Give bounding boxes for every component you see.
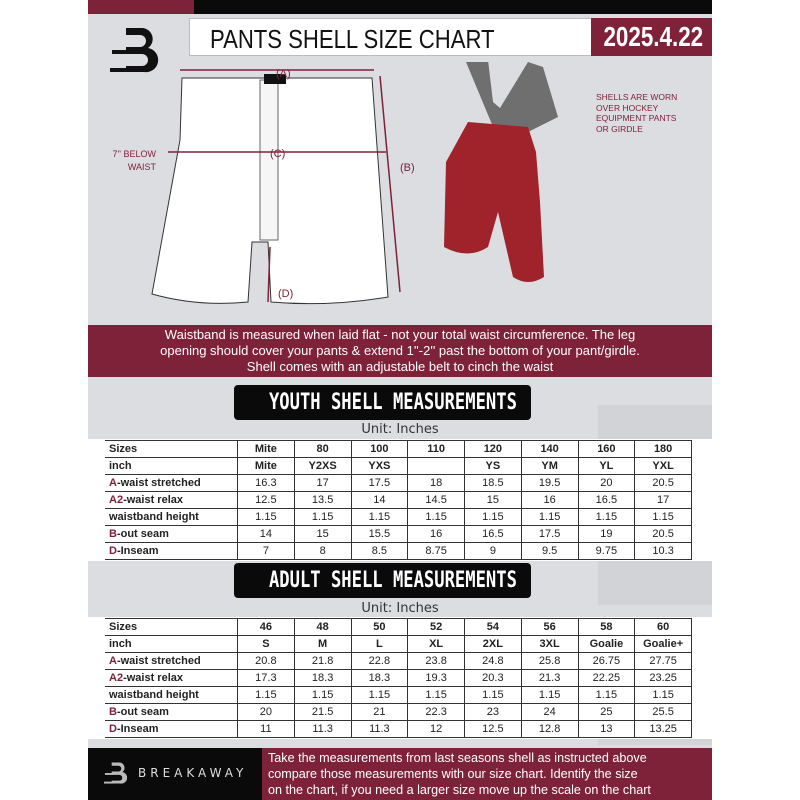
table-cell: 1.15 bbox=[238, 509, 295, 526]
table-cell: Y2XS bbox=[294, 458, 351, 475]
table-cell: 26.75 bbox=[578, 653, 635, 670]
measure-name: -Inseam bbox=[116, 722, 159, 735]
table-cell: 56 bbox=[521, 619, 578, 636]
table-cell: YM bbox=[521, 458, 578, 475]
table-cell: 100 bbox=[351, 441, 408, 458]
table-cell: 21.8 bbox=[294, 653, 351, 670]
measure-name: -waist stretched bbox=[116, 654, 201, 667]
youth-size-table bbox=[105, 440, 692, 560]
table-cell: 7 bbox=[238, 543, 295, 560]
table-cell: 25 bbox=[578, 704, 635, 721]
table-cell: 48 bbox=[294, 619, 351, 636]
measure-name: -waist stretched bbox=[116, 476, 201, 489]
measure-name: -out seam bbox=[116, 705, 169, 718]
table-row bbox=[105, 721, 692, 738]
table-cell: 1.15 bbox=[351, 687, 408, 704]
label-a: (A) bbox=[276, 68, 291, 80]
table-cell: 14 bbox=[238, 526, 295, 543]
measure-name: waistband height bbox=[109, 510, 199, 523]
table-cell: 18.3 bbox=[294, 670, 351, 687]
table-cell: 9.75 bbox=[578, 543, 635, 560]
top-accent-bar bbox=[88, 0, 194, 14]
table-cell: 3XL bbox=[521, 636, 578, 653]
table-cell: 19.3 bbox=[408, 670, 465, 687]
table-cell: 58 bbox=[578, 619, 635, 636]
table-cell: Mite bbox=[238, 441, 295, 458]
table-cell: 15.5 bbox=[351, 526, 408, 543]
table-cell: 12.5 bbox=[465, 721, 522, 738]
table-cell: 22.8 bbox=[351, 653, 408, 670]
table-row bbox=[105, 670, 692, 687]
row-label bbox=[105, 619, 238, 636]
table-cell: 20.3 bbox=[465, 670, 522, 687]
table-cell: 15 bbox=[294, 526, 351, 543]
table-cell: 11 bbox=[238, 721, 295, 738]
table-cell: 52 bbox=[408, 619, 465, 636]
table-cell: YS bbox=[465, 458, 522, 475]
table-cell: 16.3 bbox=[238, 475, 295, 492]
table-cell: 18.3 bbox=[351, 670, 408, 687]
table-cell: 1.15 bbox=[408, 509, 465, 526]
table-cell: 1.15 bbox=[465, 509, 522, 526]
table-cell: 12 bbox=[408, 721, 465, 738]
table-cell: 1.15 bbox=[408, 687, 465, 704]
table-cell: 15 bbox=[465, 492, 522, 509]
table-cell: 22.25 bbox=[578, 670, 635, 687]
row-label bbox=[105, 441, 238, 458]
table-cell: 1.15 bbox=[294, 687, 351, 704]
table-cell: YL bbox=[578, 458, 635, 475]
table-cell: 16 bbox=[408, 526, 465, 543]
table-cell: 24.8 bbox=[465, 653, 522, 670]
table-cell: 17.5 bbox=[521, 526, 578, 543]
table-cell: 22.3 bbox=[408, 704, 465, 721]
table-cell: 110 bbox=[408, 441, 465, 458]
table-cell: 21 bbox=[351, 704, 408, 721]
table-cell: 25.5 bbox=[635, 704, 692, 721]
table-row bbox=[105, 687, 692, 704]
row-label bbox=[105, 653, 238, 670]
table-cell: 140 bbox=[521, 441, 578, 458]
table-cell: 12.8 bbox=[521, 721, 578, 738]
table-cell: Mite bbox=[238, 458, 295, 475]
table-cell: 120 bbox=[465, 441, 522, 458]
table-cell: 1.15 bbox=[294, 509, 351, 526]
table-row bbox=[105, 526, 692, 543]
footer-instructions: Take the measurements from last seasons shell as instructed above compare those measurements with our size chart. Identify the size on the chart, if you need a larger size move up the scale on the chart bbox=[262, 748, 712, 800]
table-row bbox=[105, 458, 692, 475]
measure-code: B bbox=[109, 705, 117, 718]
table-cell: 1.15 bbox=[521, 687, 578, 704]
label-c: (C) bbox=[270, 148, 286, 160]
table-cell: 21.5 bbox=[294, 704, 351, 721]
measure-code: D bbox=[109, 722, 117, 735]
row-label bbox=[105, 509, 238, 526]
table-cell: YXL bbox=[635, 458, 692, 475]
footer-brand bbox=[88, 748, 262, 800]
table-row bbox=[105, 509, 692, 526]
table-cell: 18.5 bbox=[465, 475, 522, 492]
shells-note: SHELLS ARE WORN OVER HOCKEY EQUIPMENT PANTS OR GIRDLE bbox=[596, 92, 678, 134]
table-cell: 60 bbox=[635, 619, 692, 636]
table-cell: 17.5 bbox=[351, 475, 408, 492]
measure-code: A bbox=[109, 654, 117, 667]
table-cell: 13.5 bbox=[294, 492, 351, 509]
measure-code: A2 bbox=[109, 493, 124, 506]
table-cell: 23.25 bbox=[635, 670, 692, 687]
measure-name: Sizes bbox=[109, 620, 138, 633]
adult-heading: ADULT SHELL MEASUREMENTS bbox=[234, 563, 531, 598]
table-cell: 1.15 bbox=[635, 509, 692, 526]
measure-name: waistband height bbox=[109, 688, 199, 701]
table-cell: 9 bbox=[465, 543, 522, 560]
table-cell: 14 bbox=[351, 492, 408, 509]
table-cell: 1.15 bbox=[578, 687, 635, 704]
top-dark-bar bbox=[194, 0, 712, 14]
table-cell: 17 bbox=[635, 492, 692, 509]
table-cell: 80 bbox=[294, 441, 351, 458]
table-cell: 13 bbox=[578, 721, 635, 738]
measure-code: B bbox=[109, 527, 117, 540]
table-cell: 19 bbox=[578, 526, 635, 543]
table-cell: 16.5 bbox=[578, 492, 635, 509]
table-cell: 46 bbox=[238, 619, 295, 636]
table-cell: 20.5 bbox=[635, 475, 692, 492]
row-label bbox=[105, 636, 238, 653]
table-cell: 11.3 bbox=[294, 721, 351, 738]
date-badge: 2025.4.22 bbox=[591, 18, 712, 56]
table-cell: 11.3 bbox=[351, 721, 408, 738]
table-row bbox=[105, 441, 692, 458]
table-cell: 19.5 bbox=[521, 475, 578, 492]
measure-name: -out seam bbox=[116, 527, 169, 540]
table-cell: 1.15 bbox=[465, 687, 522, 704]
row-label bbox=[105, 492, 238, 509]
measure-name: -Inseam bbox=[116, 544, 159, 557]
label-d: (D) bbox=[278, 288, 294, 300]
table-cell: 18 bbox=[408, 475, 465, 492]
page-title: PANTS SHELL SIZE CHART bbox=[210, 24, 495, 54]
row-label bbox=[105, 543, 238, 560]
table-cell: 23.8 bbox=[408, 653, 465, 670]
table-cell: 1.15 bbox=[351, 509, 408, 526]
table-row bbox=[105, 653, 692, 670]
brand-logo bbox=[104, 758, 128, 788]
table-cell: 10.3 bbox=[635, 543, 692, 560]
measure-name: inch bbox=[109, 637, 132, 650]
table-cell: 8.75 bbox=[408, 543, 465, 560]
table-cell: 54 bbox=[465, 619, 522, 636]
table-cell: 1.15 bbox=[635, 687, 692, 704]
table-cell: 50 bbox=[351, 619, 408, 636]
table-cell: 8.5 bbox=[351, 543, 408, 560]
table-row bbox=[105, 543, 692, 560]
row-label bbox=[105, 475, 238, 492]
table-cell: 9.5 bbox=[521, 543, 578, 560]
table-row bbox=[105, 492, 692, 509]
table-row bbox=[105, 475, 692, 492]
table-cell: 20 bbox=[578, 475, 635, 492]
measure-code: A bbox=[109, 476, 117, 489]
table-row bbox=[105, 619, 692, 636]
table-cell: 16 bbox=[521, 492, 578, 509]
size-chart-page bbox=[88, 0, 712, 800]
table-cell: 27.75 bbox=[635, 653, 692, 670]
measure-name: -waist relax bbox=[123, 671, 183, 684]
row-label bbox=[105, 458, 238, 475]
table-row bbox=[105, 636, 692, 653]
table-cell: S bbox=[238, 636, 295, 653]
table-cell: 20.5 bbox=[635, 526, 692, 543]
table-cell bbox=[408, 458, 465, 475]
table-cell: 1.15 bbox=[521, 509, 578, 526]
table-cell: 2XL bbox=[465, 636, 522, 653]
table-cell: 1.15 bbox=[578, 509, 635, 526]
table-cell: 8 bbox=[294, 543, 351, 560]
table-cell: 13.25 bbox=[635, 721, 692, 738]
table-cell: 25.8 bbox=[521, 653, 578, 670]
table-cell: 180 bbox=[635, 441, 692, 458]
row-label bbox=[105, 721, 238, 738]
measurement-instructions: Waistband is measured when laid flat - not your total waist circumference. The leg opening should cover your pants & extend 1''-2'' past the bottom of your pant/girdle. Shell comes with an adjustable belt to cinch the waist bbox=[88, 325, 712, 377]
measure-code: A2 bbox=[109, 671, 124, 684]
table-cell: M bbox=[294, 636, 351, 653]
table-cell: 12.5 bbox=[238, 492, 295, 509]
below-waist-note: 7'' BELOW WAIST bbox=[112, 149, 156, 172]
table-cell: 23 bbox=[465, 704, 522, 721]
table-cell: 160 bbox=[578, 441, 635, 458]
measure-name: inch bbox=[109, 459, 132, 472]
youth-heading: YOUTH SHELL MEASUREMENTS bbox=[234, 385, 531, 420]
row-label bbox=[105, 704, 238, 721]
table-cell: 17.3 bbox=[238, 670, 295, 687]
table-cell: YXS bbox=[351, 458, 408, 475]
table-cell: 21.3 bbox=[521, 670, 578, 687]
measure-name: -waist relax bbox=[123, 493, 183, 506]
row-label bbox=[105, 670, 238, 687]
table-cell: L bbox=[351, 636, 408, 653]
table-cell: Goalie bbox=[578, 636, 635, 653]
adult-size-table bbox=[105, 618, 692, 738]
row-label bbox=[105, 526, 238, 543]
table-cell: Goalie+ bbox=[635, 636, 692, 653]
label-b: (B) bbox=[400, 162, 415, 174]
table-row bbox=[105, 704, 692, 721]
table-cell: 20.8 bbox=[238, 653, 295, 670]
measure-code: D bbox=[109, 544, 117, 557]
table-cell: 24 bbox=[521, 704, 578, 721]
table-cell: 20 bbox=[238, 704, 295, 721]
table-cell: 14.5 bbox=[408, 492, 465, 509]
adult-unit: Unit: Inches bbox=[361, 601, 439, 616]
title-box bbox=[189, 18, 593, 56]
youth-unit: Unit: Inches bbox=[361, 422, 439, 437]
measure-name: Sizes bbox=[109, 442, 138, 455]
table-cell: 16.5 bbox=[465, 526, 522, 543]
table-cell: 1.15 bbox=[238, 687, 295, 704]
brand-name: BREAKAWAY bbox=[138, 766, 248, 780]
table-cell: XL bbox=[408, 636, 465, 653]
row-label bbox=[105, 687, 238, 704]
table-cell: 17 bbox=[294, 475, 351, 492]
